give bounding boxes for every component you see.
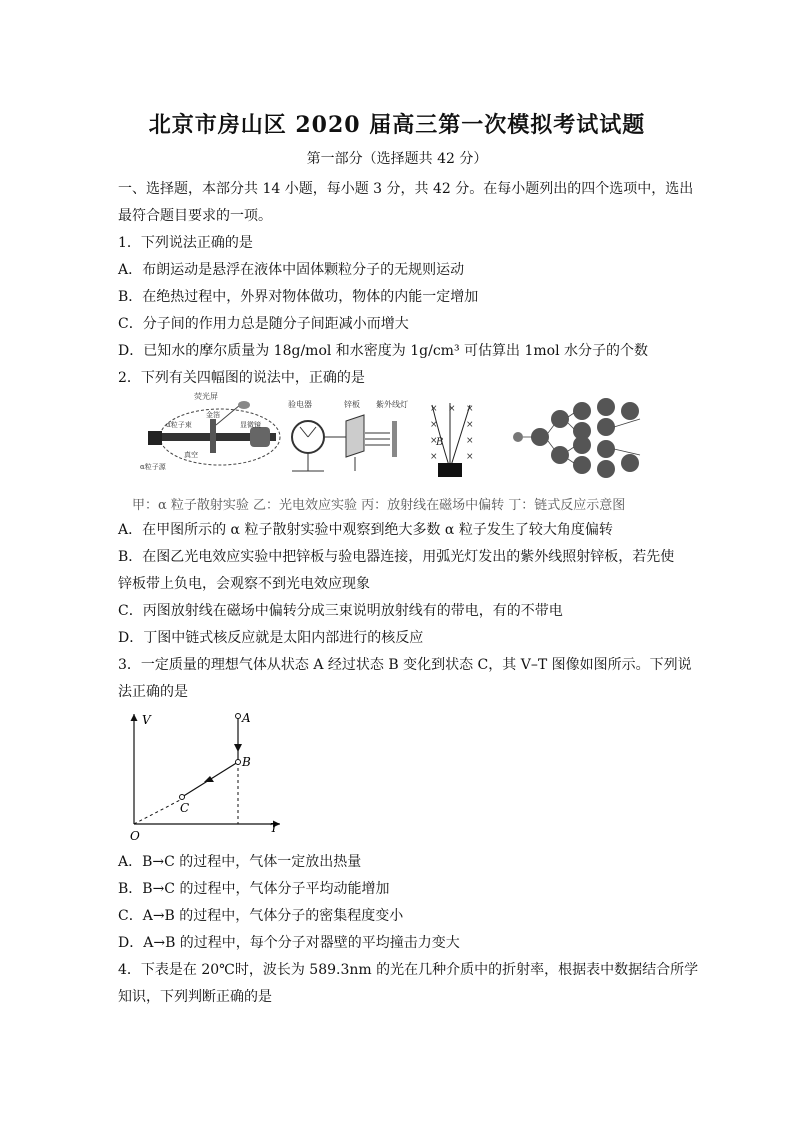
section-intro-line-1: 一、选择题，本部分共 14 小题，每小题 3 分，共 42 分。在每小题列出的四个选项中，选出	[118, 181, 694, 197]
question-4-stem-line-2: 知识，下列判断正确的是	[118, 989, 272, 1005]
point-a-label: A	[242, 711, 251, 725]
section-intro-line-2: 最符合题目要求的一项。	[118, 208, 272, 224]
svg-text:真空: 真空	[184, 451, 198, 459]
question-2-option-b: B．在图乙光电效应实验中把锌板与验电器连接，用弧光灯发出的紫外线照射锌板，若先使	[118, 549, 675, 565]
svg-text:×: ×	[466, 404, 474, 414]
point-b	[236, 760, 241, 765]
question-3-option-c: C．A→B 的过程中，气体分子的密集程度变小	[118, 908, 404, 924]
svg-text:α粒子束: α粒子束	[166, 421, 192, 429]
question-3-option-a: A．B→C 的过程中，气体一定放出热量	[118, 854, 362, 870]
radiation-magnetic-figure	[430, 403, 474, 477]
t-axis-label: T	[270, 821, 279, 835]
question-1-option-a: A．布朗运动是悬浮在液体中固体颗粒分子的无规则运动	[118, 262, 465, 278]
point-c	[180, 795, 185, 800]
radiation-source	[438, 463, 462, 477]
question-3-stem-line-1: 3．一定质量的理想气体从状态 A 经过状态 B 变化到状态 C，其 V–T 图像如图所示。下列说	[118, 657, 692, 673]
svg-text:×: ×	[430, 420, 438, 430]
question-1-stem: 1．下列说法正确的是	[118, 235, 253, 251]
svg-text:验电器: 验电器	[288, 400, 312, 409]
point-a	[236, 714, 241, 719]
svg-text:显微镜: 显微镜	[240, 421, 261, 429]
v-axis-label: V	[142, 713, 151, 727]
svg-text:α粒子源: α粒子源	[140, 463, 166, 471]
svg-text:×: ×	[448, 404, 456, 414]
page-title: 北京市房山区 2020 届高三第一次模拟考试试题	[148, 112, 646, 138]
svg-text:锌板: 锌板	[344, 400, 360, 409]
question-4-stem-line-1: 4．下表是在 20℃时，波长为 589.3nm 的光在几种介质中的折射率，根据表中数据结合所学	[118, 962, 699, 978]
svg-text:×: ×	[466, 420, 474, 430]
question-2-option-b-continued: 锌板带上负电，会观察不到光电效应现象	[118, 576, 370, 592]
point-c-label: C	[180, 801, 190, 815]
svg-text:紫外线灯: 紫外线灯	[376, 400, 408, 409]
question-2-option-a: A．在甲图所示的 α 粒子散射实验中观察到绝大多数 α 粒子发生了较大角度偏转	[118, 522, 613, 538]
chain-reaction-figure	[513, 398, 640, 478]
question-1-option-d: D．已知水的摩尔质量为 18g/mol 和水密度为 1g/cm³ 可估算出 1mol 水分子的个数	[118, 343, 649, 359]
svg-text:B: B	[436, 437, 444, 448]
svg-text:荧光屏: 荧光屏	[194, 392, 218, 401]
point-b-label: B	[242, 755, 251, 769]
question-3-vt-graph	[120, 708, 290, 843]
svg-text:×: ×	[430, 436, 438, 446]
svg-text:×: ×	[430, 452, 438, 462]
question-2-figure-caption: 甲：α 粒子散射实验 乙：光电效应实验 丙：放射线在磁场中偏转 丁：链式反应示意图	[132, 498, 626, 513]
question-2-stem: 2．下列有关四幅图的说法中，正确的是	[118, 370, 365, 386]
alpha-scattering-figure	[140, 391, 280, 471]
alpha-source-box	[148, 431, 162, 445]
question-3-stem-line-2: 法正确的是	[118, 684, 188, 700]
photoelectric-figure	[288, 399, 408, 471]
question-1-option-b: B．在绝热过程中，外界对物体做功，物体的内能一定增加	[118, 289, 479, 305]
zinc-plate	[346, 415, 364, 457]
svg-text:×: ×	[430, 404, 438, 414]
gold-foil	[210, 419, 216, 453]
svg-text:×: ×	[466, 452, 474, 462]
question-2-option-d: D．丁图中链式核反应就是太阳内部进行的核反应	[118, 630, 424, 646]
svg-text:金箔: 金箔	[206, 411, 220, 419]
question-3-option-b: B．B→C 的过程中，气体分子平均动能增加	[118, 881, 390, 897]
section-subtitle: 第一部分（选择题共 42 分）	[306, 151, 488, 167]
uv-lamp	[392, 421, 397, 457]
microscope-icon	[250, 427, 270, 447]
origin-label: O	[130, 829, 140, 843]
question-2-option-c: C．丙图放射线在磁场中偏转分成三束说明放射线有的带电，有的不带电	[118, 603, 563, 619]
question-1-option-c: C．分子间的作用力总是随分子间距减小而增大	[118, 316, 409, 332]
question-3-option-d: D．A→B 的过程中，每个分子对器壁的平均撞击力变大	[118, 935, 460, 951]
svg-text:×: ×	[466, 436, 474, 446]
